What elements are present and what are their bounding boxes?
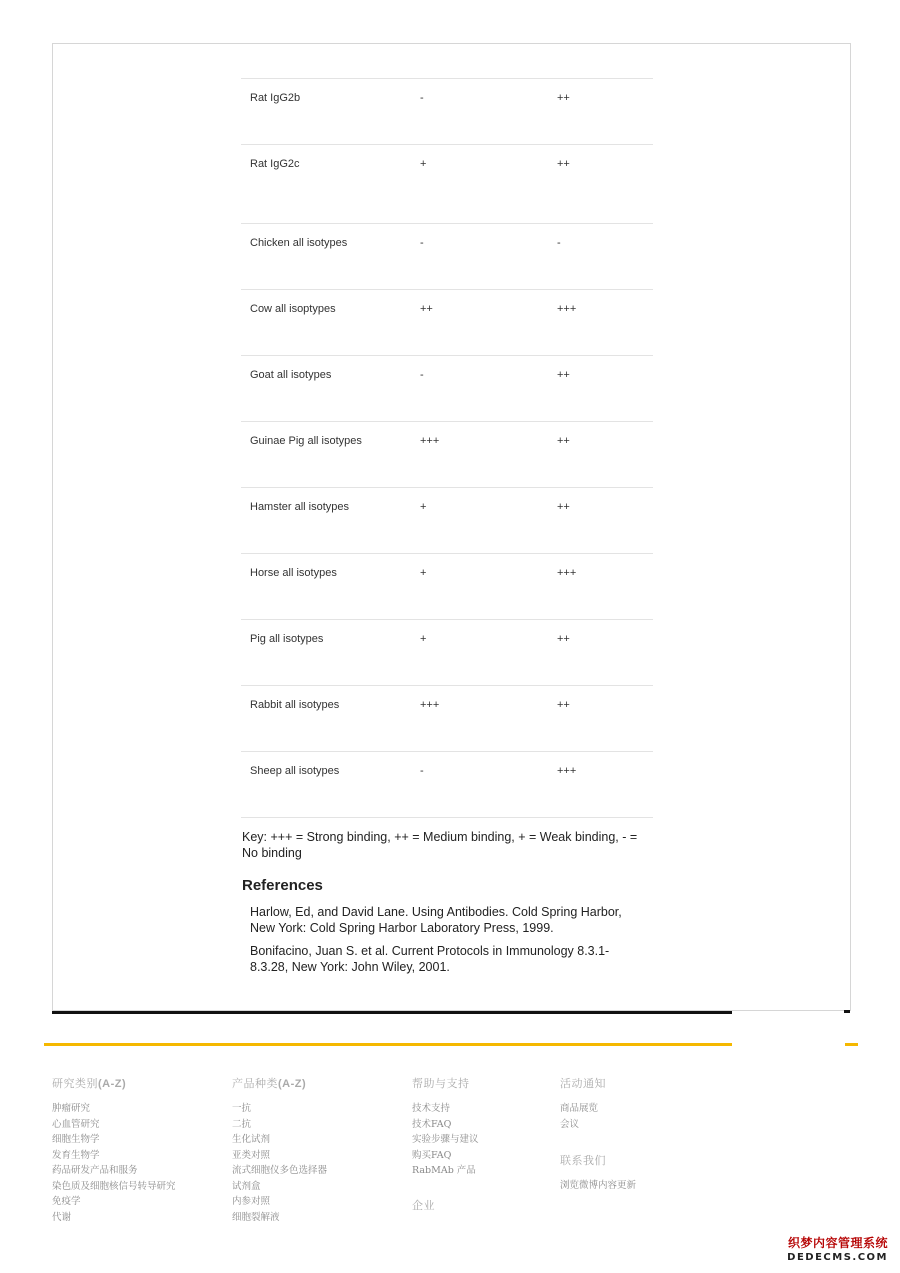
footer-link[interactable]: 细胞裂解液	[232, 1211, 280, 1223]
watermark-line2: DEDECMS.COM	[787, 1252, 888, 1263]
species-cell: Goat all isotypes	[241, 356, 420, 422]
footer-research-heading[interactable]	[52, 1075, 176, 1091]
binding-cell: ++	[557, 488, 653, 554]
table-row	[241, 290, 653, 356]
footer-link[interactable]: 一抗	[232, 1103, 252, 1114]
footer-products-heading[interactable]	[232, 1075, 327, 1091]
table-row	[241, 79, 653, 145]
footer-link[interactable]: 药品研发产品和服务	[52, 1165, 138, 1176]
species-cell: Cow all isoptypes	[241, 290, 420, 356]
footer-link[interactable]: 心血管研究	[52, 1118, 100, 1130]
table-row	[241, 752, 653, 818]
footer-link[interactable]: 生化试剂	[232, 1134, 271, 1145]
card-bottom-border-tick	[844, 1010, 850, 1013]
binding-cell: +	[420, 488, 557, 554]
footer-link[interactable]: 细胞生物学	[52, 1134, 100, 1145]
table-row	[241, 620, 653, 686]
binding-cell: +	[420, 554, 557, 620]
species-cell: Rabbit all isotypes	[241, 686, 420, 752]
table-row	[241, 686, 653, 752]
binding-cell: -	[557, 224, 653, 290]
footer-events-column	[560, 1075, 636, 1194]
species-cell: Hamster all isotypes	[241, 488, 420, 554]
binding-cell: +++	[420, 686, 557, 752]
footer-link[interactable]: 亚类对照	[232, 1149, 271, 1161]
binding-cell: +++	[420, 422, 557, 488]
footer-company-heading[interactable]: 企业	[412, 1198, 435, 1212]
species-cell: Rat IgG2b	[241, 79, 420, 145]
footer-research-heading-suffix: (A-Z)	[98, 1078, 127, 1090]
footer-link[interactable]: 免疫学	[52, 1196, 81, 1207]
footer-link[interactable]: 技术支持	[412, 1103, 451, 1114]
binding-cell: -	[420, 224, 557, 290]
isotype-binding-table	[241, 78, 653, 818]
binding-key: Key: +++ = Strong binding, ++ = Medium binding, + = Weak binding, - = No binding	[242, 830, 638, 860]
footer-research-heading-text: 研究类别	[52, 1077, 98, 1090]
table-row	[241, 356, 653, 422]
footer-link[interactable]: 商品展览	[560, 1103, 599, 1114]
footer-help-heading[interactable]: 帮助与支持	[412, 1077, 470, 1090]
footer-link[interactable]: 发育生物学	[52, 1149, 100, 1161]
footer-divider	[44, 1043, 732, 1046]
footer-link[interactable]: 染色质及细胞核信号转导研究	[52, 1180, 176, 1192]
species-cell: Horse all isotypes	[241, 554, 420, 620]
binding-cell: +++	[557, 752, 653, 818]
footer-contact-heading[interactable]: 联系我们	[560, 1154, 606, 1167]
binding-cell: ++	[557, 356, 653, 422]
reference-item: Bonifacino, Juan S. et al. Current Protocols in Immunology 8.3.1-8.3.28, New York: John Wiley, 2001.	[250, 944, 610, 974]
table-row	[241, 224, 653, 290]
footer-link[interactable]: 代谢	[52, 1211, 72, 1223]
references-heading: References	[242, 877, 323, 894]
footer-events-heading[interactable]: 活动通知	[560, 1077, 606, 1090]
footer-help-column	[412, 1075, 479, 1223]
binding-cell: -	[420, 752, 557, 818]
footer-products-heading-text: 产品种类	[232, 1077, 278, 1090]
binding-cell: ++	[557, 145, 653, 224]
reference-item: Harlow, Ed, and David Lane. Using Antibodies. Cold Spring Harbor, New York: Cold Spring Harbor Laboratory Press, 1999.	[250, 905, 622, 935]
binding-cell: +	[420, 620, 557, 686]
footer-link[interactable]: 会议	[560, 1118, 580, 1130]
footer-link[interactable]: 肿瘤研究	[52, 1103, 91, 1114]
binding-cell: ++	[557, 79, 653, 145]
table-row	[241, 422, 653, 488]
footer-link[interactable]: 购买FAQ	[412, 1149, 452, 1161]
binding-cell: ++	[557, 422, 653, 488]
binding-cell: -	[420, 356, 557, 422]
footer-link[interactable]: 浏览微博内容更新	[560, 1180, 637, 1191]
binding-cell: +	[420, 145, 557, 224]
footer-divider-dash	[845, 1043, 858, 1046]
footer-link[interactable]: 试剂盒	[232, 1180, 261, 1192]
footer-link[interactable]: 内参对照	[232, 1196, 271, 1207]
species-cell: Guinae Pig all isotypes	[241, 422, 420, 488]
footer-link[interactable]: RabMAb 产品	[412, 1165, 476, 1176]
table-row	[241, 145, 653, 224]
footer-research-column	[52, 1075, 176, 1225]
binding-cell: +++	[557, 554, 653, 620]
species-cell: Pig all isotypes	[241, 620, 420, 686]
watermark-line1: 织梦内容管理系统	[787, 1236, 888, 1250]
binding-cell: ++	[557, 686, 653, 752]
binding-cell: -	[420, 79, 557, 145]
species-cell: Sheep all isotypes	[241, 752, 420, 818]
footer-link[interactable]: 技术FAQ	[412, 1118, 452, 1130]
binding-cell: ++	[420, 290, 557, 356]
binding-cell: +++	[557, 290, 653, 356]
footer-products-column	[232, 1075, 327, 1225]
dedecms-watermark	[787, 1234, 888, 1263]
card-bottom-border	[52, 1011, 732, 1014]
table-row	[241, 488, 653, 554]
binding-cell: ++	[557, 620, 653, 686]
footer-link[interactable]: 二抗	[232, 1118, 252, 1130]
footer-link[interactable]: 流式细胞仪多色选择器	[232, 1165, 328, 1176]
species-cell: Rat IgG2c	[241, 145, 420, 224]
footer-link[interactable]: 实验步骤与建议	[412, 1134, 479, 1145]
species-cell: Chicken all isotypes	[241, 224, 420, 290]
footer-products-heading-suffix: (A-Z)	[278, 1078, 307, 1090]
table-row	[241, 554, 653, 620]
